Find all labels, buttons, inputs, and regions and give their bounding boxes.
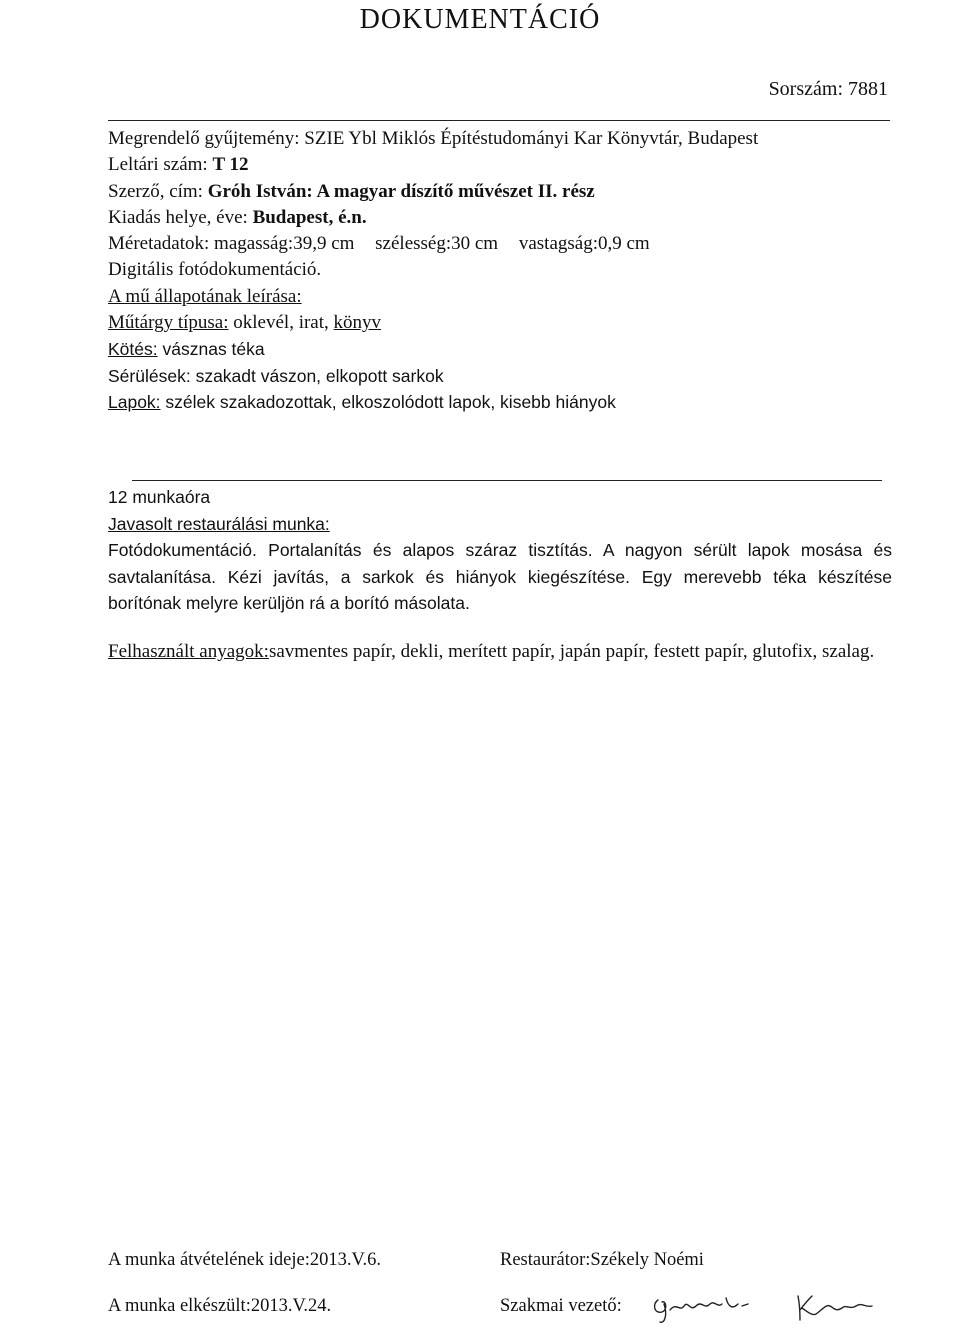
- restoration-section: [108, 484, 892, 617]
- received-date: A munka átvételének ideje:2013.V.6.: [108, 1250, 381, 1270]
- publication-label: Kiadás helye, éve:: [108, 206, 248, 228]
- dimensions-line: [108, 231, 908, 257]
- digital-line: Digitális fotódokumentáció.: [108, 259, 322, 281]
- work-hours: 12 munkaóra: [108, 487, 211, 507]
- materials-label: Felhasznált anyagok:: [108, 641, 269, 662]
- collection-label: Megrendelő gyűjtemény:: [108, 128, 300, 149]
- author-title-value: Gróh István: A magyar díszítő művészet II. rész: [207, 180, 595, 202]
- damages-label: Sérülések:: [108, 365, 191, 386]
- author-title-line: [108, 179, 908, 205]
- document-title: DOKUMENTÁCIÓ: [359, 4, 601, 35]
- middle-divider: [132, 480, 882, 481]
- top-divider: [108, 120, 890, 121]
- object-type-value-underlined: könyv: [333, 312, 382, 334]
- dimension-height: magasság:39,9 cm: [214, 233, 355, 255]
- pages-label: Lapok:: [108, 391, 161, 412]
- collection-value: SZIE Ybl Miklós Építéstudományi Kar Könyvtár, Budapest: [304, 128, 759, 149]
- materials-text: savmentes papír, dekli, merített papír, japán papír, festett papír, glutofix, szalag.: [268, 641, 875, 662]
- dimension-width: szélesség:30 cm: [375, 233, 499, 255]
- object-type-label: Műtárgy típusa:: [108, 312, 229, 334]
- binding-value: vásznas téka: [162, 339, 265, 360]
- inventory-value: T 12: [212, 154, 249, 176]
- inventory-label: Leltári szám:: [108, 154, 208, 176]
- binding-label: Kötés:: [108, 339, 158, 360]
- record-details: [108, 126, 908, 415]
- proposed-heading: Javasolt restaurálási munka:: [108, 513, 330, 534]
- signature-image: [650, 1290, 890, 1326]
- publication-value: Budapest, é.n.: [252, 206, 367, 228]
- damages-line: [108, 363, 908, 389]
- serial-number: Sorszám: 7881: [768, 78, 888, 100]
- object-type-value: oklevél, irat,: [233, 312, 329, 334]
- binding-line: [108, 336, 908, 362]
- collection-line: [108, 126, 908, 152]
- damages-value: szakadt vászon, elkopott sarkok: [195, 365, 444, 386]
- supervisor-label: Szakmai vezető:: [500, 1296, 622, 1316]
- proposed-text: Fotódokumentáció. Portalanítás és alapos száraz tisztítás. A nagyon sérült lapok mosása és savtalanítása. Kézi javítás, a sarkok és hiányok kiegészítése. Egy merevebb téka készítése borítónak melyre kerüljön rá a borító másolata.: [108, 540, 892, 613]
- author-title-label: Szerző, cím:: [108, 180, 203, 202]
- inventory-line: [108, 152, 908, 178]
- object-type-line: [108, 310, 908, 336]
- publication-line: [108, 205, 908, 231]
- restorer-name: Restaurátor:Székely Noémi: [500, 1250, 704, 1270]
- dimensions-label: Méretadatok:: [108, 233, 210, 255]
- materials-paragraph: [108, 638, 892, 666]
- pages-line: [108, 389, 908, 415]
- completed-date: A munka elkészült:2013.V.24.: [108, 1296, 332, 1316]
- dimension-thickness: vastagság:0,9 cm: [518, 233, 650, 255]
- condition-heading: A mű állapotának leírása:: [108, 285, 302, 307]
- pages-value: szélek szakadozottak, elkoszolódott lapok, kisebb hiányok: [165, 391, 616, 412]
